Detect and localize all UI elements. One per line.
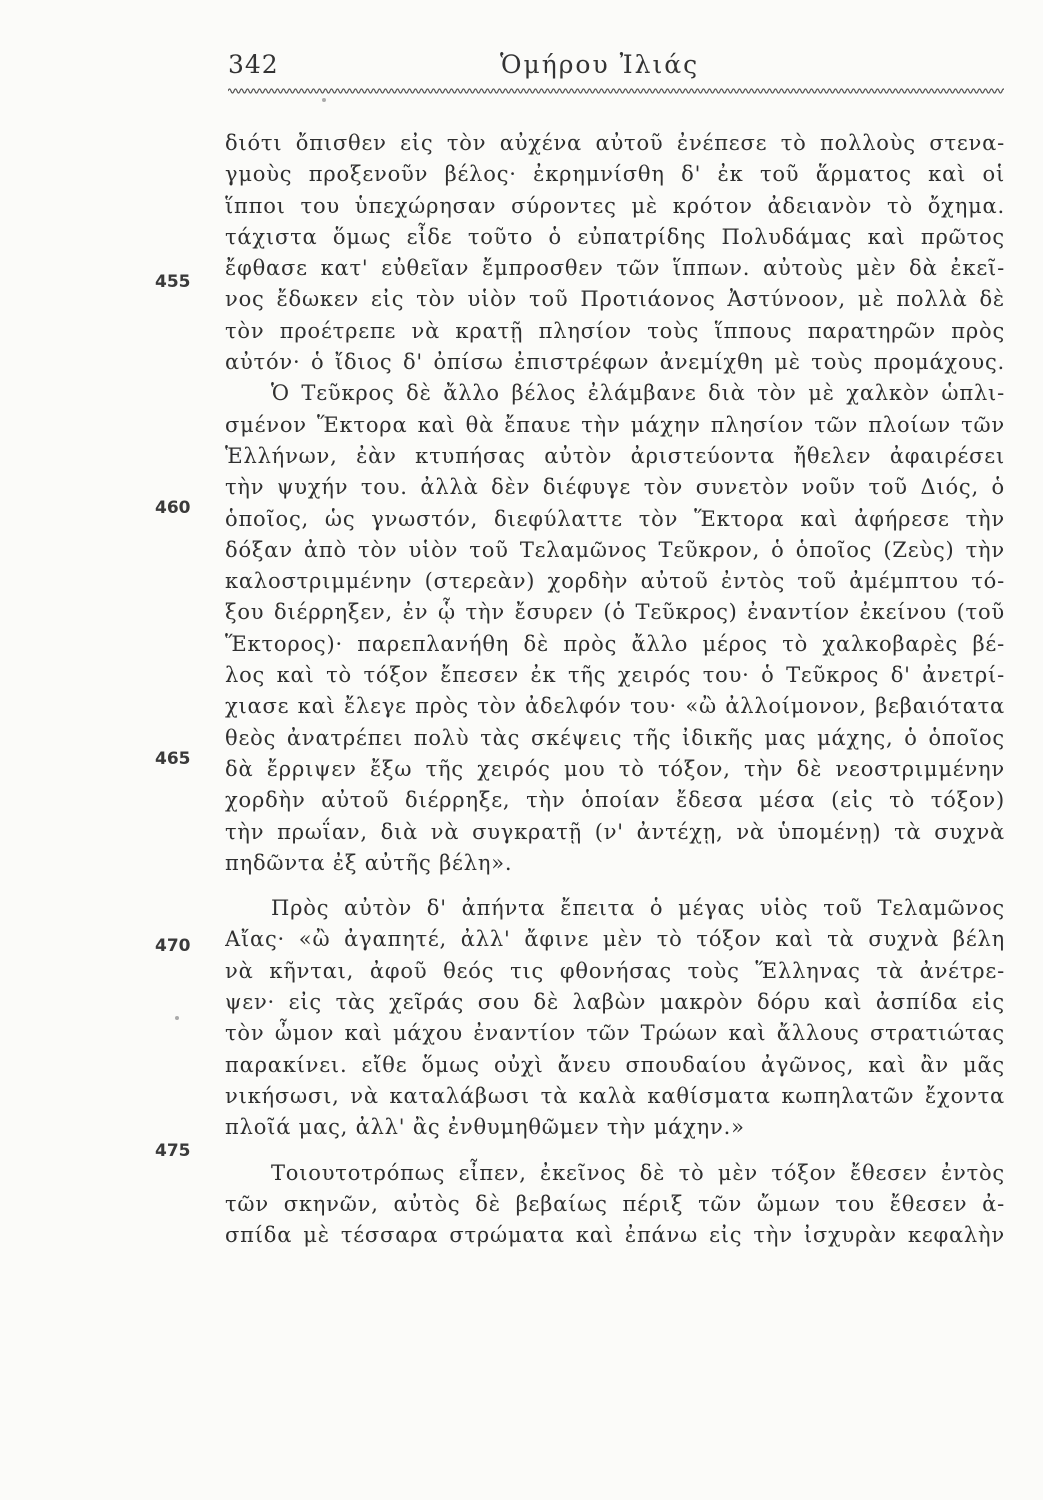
text-line: διότι ὄπισθεν εἰς τὸν αὐχένα αὐτοῦ ἐνέπεσε τὸ πολλοὺς στενα- — [225, 131, 1005, 155]
text-line: ἔφθασε κατ' εὐθεῖαν ἔμπροσθεν τῶν ἵππων. αὐτοὺς μὲν δὰ ἐκεῖ- — [225, 256, 1005, 281]
text-line: σπίδα μὲ τέσσαρα στρώματα καὶ ἐπάνω εἰς τὴν ἰσχυρὰν κεφαλὴν — [225, 1223, 1005, 1248]
print-speck — [322, 98, 326, 102]
text-line: Ἕκτορος)· παρεπλανήθη δὲ πρὸς ἄλλο μέρος τὸ χαλκοβαρὲς βέ- — [225, 631, 1005, 656]
text-line: πλοῖά μας, ἀλλ' ἂς ἐνθυμηθῶμεν τὴν μάχην.» — [225, 1115, 745, 1140]
text-line: νὰ κῆνται, ἀφοῦ θεός τις φθονήσας τοὺς Ἕλληνας τὰ ἀνέτρε- — [225, 958, 1005, 983]
text-line: ξου διέρρηξεν, ἐν ᾧ τὴν ἔσυρεν (ὁ Τεῦκρος) ἐναντίον ἐκείνου (τοῦ — [225, 600, 1005, 625]
text-line: τὴν ψυχήν του. ἀλλὰ δὲν διέφυγε τὸν συνετὸν νοῦν τοῦ Διός, ὁ — [225, 475, 1005, 500]
text-line: δὰ ἔρριψεν ἔξω τῆς χειρός μου τὸ τόξον, τὴν δὲ νεοστριμμένην — [225, 756, 1005, 781]
paragraph-2 — [225, 378, 1005, 879]
text-line: χορδὴν αὐτοῦ διέρρηξε, τὴν ὁποίαν ἔδεσα μέσα (εἰς τὸ τόξον) — [225, 788, 1005, 813]
text-line: τὸν ὦμον καὶ μάχου ἐναντίον τῶν Τρώων καὶ ἄλλους στρατιώτας — [225, 1021, 1005, 1046]
margin-line-number-460: 460 — [155, 498, 191, 518]
running-title: Ὁμήρου Ἰλιάς — [500, 50, 700, 79]
ornamental-rule — [228, 86, 1004, 96]
page-number: 342 — [228, 50, 279, 79]
text-line: χιασε καὶ ἔλεγε πρὸς τὸν ἀδελφόν του· «ὢ ἀλλοίμονον, βεβαιότατα — [225, 694, 1005, 719]
text-line: αὐτόν· ὁ ἴδιος δ' ὀπίσω ἐπιστρέφων ἀνεμίχθη μὲ τοὺς προμάχους. — [225, 350, 1005, 375]
text-line: Αἴας· «ὢ ἀγαπητέ, ἀλλ' ἄφινε μὲν τὸ τόξον καὶ τὰ συχνὰ βέλη — [225, 927, 1005, 952]
text-line: πηδῶντα ἐξ αὐτῆς βέλη». — [225, 850, 513, 875]
text-line: Ὁ Τεῦκρος δὲ ἄλλο βέλος ἐλάμβανε διὰ τὸν μὲ χαλκὸν ὡπλι- — [271, 381, 1005, 406]
text-line: ψεν· εἰς τὰς χεῖράς σου δὲ λαβὼν μακρὸν δόρυ καὶ ἀσπίδα εἰς — [225, 990, 1005, 1015]
margin-line-number-465: 465 — [155, 749, 191, 769]
text-line: θεὸς ἀνατρέπει πολὺ τὰς σκέψεις τῆς ἰδικῆς μας μάχης, ὁ ὁποῖος — [225, 725, 1005, 750]
margin-line-number-455: 455 — [155, 272, 191, 292]
text-line: καλοστριμμένην (στερεὰν) χορδὴν αὐτοῦ ἐντὸς τοῦ ἀμέμπτου τό- — [225, 569, 1005, 594]
text-line: Τοιουτοτρόπως εἶπεν, ἐκεῖνος δὲ τὸ μὲν τόξον ἔθεσεν ἐντὸς — [271, 1160, 1005, 1185]
text-line: τῶν σκηνῶν, αὐτὸς δὲ βεβαίως πέριξ τῶν ὤμων του ἔθεσεν ἀ- — [225, 1191, 1005, 1216]
text-line: δόξαν ἀπὸ τὸν υἱὸν τοῦ Τελαμῶνος Τεῦκρον, ὁ ὁποῖος (Ζεὺς) τὴν — [225, 537, 1005, 562]
text-line: τάχιστα ὅμως εἶδε τοῦτο ὁ εὐπατρίδης Πολυδάμας καὶ πρῶτος — [225, 224, 1005, 249]
paragraph-4 — [225, 1158, 1005, 1252]
margin-line-number-470: 470 — [155, 936, 191, 956]
paragraph-3 — [225, 893, 1005, 1143]
text-line: τὸν προέτρεπε νὰ κρατῇ πλησίον τοὺς ἵππους παρατηρῶν πρὸς — [225, 318, 1005, 343]
body-text — [225, 128, 1005, 1251]
text-line: σμένον Ἕκτορα καὶ θὰ ἔπαυε τὴν μάχην πλησίον τῶν πλοίων τῶν — [225, 412, 1005, 437]
margin-line-number-475: 475 — [155, 1141, 191, 1161]
text-line: Ἑλλήνων, ἐὰν κτυπήσας αὐτὸν ἀριστεύοντα ἤθελεν ἀφαιρέσει — [225, 443, 1005, 468]
text-line: νικήσωσι, νὰ καταλάβωσι τὰ καλὰ καθίσματα κωπηλατῶν ἔχοντα — [225, 1083, 1005, 1108]
text-line: ἵπποι του ὑπεχώρησαν σύροντες μὲ κρότον ἀδειανὸν τὸ ὄχημα. — [225, 193, 1005, 218]
text-line: Πρὸς αὐτὸν δ' ἀπήντα ἔπειτα ὁ μέγας υἱὸς τοῦ Τελαμῶνος — [271, 896, 1005, 921]
text-line: γμοὺς προξενοῦν βέλος· ἐκρημνίσθη δ' ἐκ τοῦ ἅρματος καὶ οἱ — [225, 162, 1005, 187]
paragraph-1 — [225, 128, 1005, 378]
text-line: παρακίνει. εἴθε ὅμως οὐχὶ ἄνευ σπουδαίου ἀγῶνος, καὶ ἂν μᾶς — [225, 1052, 1005, 1077]
page-header — [0, 0, 1043, 110]
text-line: λος καὶ τὸ τόξον ἔπεσεν ἐκ τῆς χειρός του· ὁ Τεῦκρος δ' ἀνετρί- — [225, 663, 1005, 688]
text-line: ὁποῖος, ὡς γνωστόν, διεφύλαττε τὸν Ἕκτορα καὶ ἀφήρεσε τὴν — [225, 506, 1005, 531]
text-line: νος ἔδωκεν εἰς τὸν υἱὸν τοῦ Προτιάονος Ἀστύνοον, μὲ πολλὰ δὲ — [225, 287, 1005, 312]
text-line: τὴν πρωΐαν, διὰ νὰ συγκρατῇ (ν' ἀντέχῃ, νὰ ὑπομένῃ) τὰ συχνὰ — [225, 819, 1005, 844]
print-speck — [175, 1016, 179, 1020]
